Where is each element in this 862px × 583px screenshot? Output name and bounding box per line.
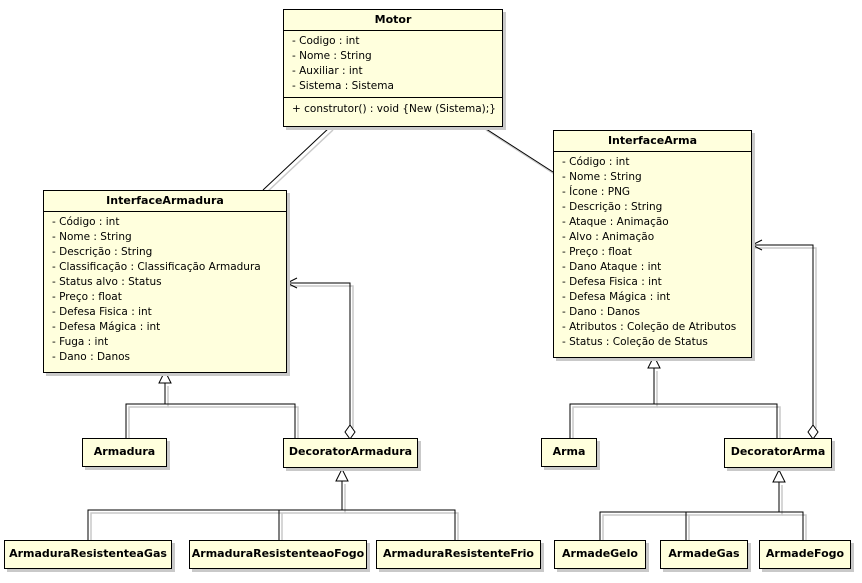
class-interface-armadura[interactable] xyxy=(43,190,287,373)
class-name: ArmadeGas xyxy=(668,547,740,560)
class-name: Motor xyxy=(284,10,502,31)
attribute: - Dano : Danos xyxy=(52,351,131,363)
attribute: - Classificação : Classificação Armadura xyxy=(52,261,261,273)
attribute-list xyxy=(284,31,502,97)
class-armadura-resistente-fogo[interactable] xyxy=(189,540,367,569)
attribute: - Status : Coleção de Status xyxy=(562,336,708,348)
class-name: InterfaceArma xyxy=(554,131,751,152)
attribute: - Ataque : Animação xyxy=(562,216,669,228)
attribute: - Alvo : Animação xyxy=(562,231,655,243)
attribute: - Ícone : PNG xyxy=(562,186,631,198)
decorator-armadura-inheritance-triangle xyxy=(336,469,348,481)
class-interface-arma[interactable] xyxy=(553,130,752,358)
attribute-list xyxy=(44,212,286,368)
class-arma-de-gas[interactable] xyxy=(660,540,748,569)
attribute: - Preço : float xyxy=(52,291,122,303)
attribute: - Nome : String xyxy=(52,231,132,243)
attribute: - Codigo : int xyxy=(292,35,360,47)
attribute: - Fuga : int xyxy=(52,336,109,348)
class-decorator-arma[interactable] xyxy=(724,438,832,468)
class-name: Arma xyxy=(552,445,586,458)
class-arma[interactable] xyxy=(541,438,597,467)
attribute: - Defesa Fisica : int xyxy=(52,306,152,318)
class-motor[interactable] xyxy=(283,9,503,127)
armadura-frio-generalization xyxy=(342,510,455,540)
class-name: Armadura xyxy=(93,445,156,458)
arma-fogo-generalization xyxy=(779,512,803,540)
decorator-arma-aggregation xyxy=(752,245,813,425)
attribute: - Defesa Fisica : int xyxy=(562,276,662,288)
decorator-armadura-aggregation xyxy=(287,283,350,425)
class-decorator-armadura[interactable] xyxy=(283,438,418,468)
operation-list xyxy=(284,97,502,121)
arma-generalization xyxy=(570,368,654,438)
decorator-arma-inheritance-triangle xyxy=(773,470,785,482)
attribute: - Sistema : Sistema xyxy=(292,80,394,92)
class-name: ArmaduraResistenteaoFogo xyxy=(191,547,365,560)
motor-armadura-association xyxy=(263,127,330,190)
motor-arma-association xyxy=(483,127,553,172)
attribute: - Código : int xyxy=(562,156,630,168)
attribute: - Descrição : String xyxy=(52,246,153,258)
operation: + construtor() : void {New (Sistema);} xyxy=(292,103,496,115)
attribute: - Atributos : Coleção de Atributos xyxy=(562,321,737,333)
attribute: - Auxiliar : int xyxy=(292,65,363,77)
class-armadura[interactable] xyxy=(82,438,167,467)
attribute: - Nome : String xyxy=(292,50,372,62)
class-armadura-resistente-gas[interactable] xyxy=(4,540,172,569)
attribute: - Preço : float xyxy=(562,246,632,258)
attribute: - Dano Ataque : int xyxy=(562,261,662,273)
attribute: - Nome : String xyxy=(562,171,642,183)
decorator-armadura-generalization xyxy=(165,404,295,438)
attribute: - Defesa Mágica : int xyxy=(52,321,161,333)
class-name: ArmadeFogo xyxy=(765,547,845,560)
attribute: - Dano : Danos xyxy=(562,306,641,318)
attribute: - Código : int xyxy=(52,216,120,228)
decorator-arma-generalization xyxy=(654,404,777,438)
armadura-generalization xyxy=(126,383,165,438)
armadura-gas-generalization xyxy=(88,481,342,540)
class-name: DecoratorArma xyxy=(730,445,826,458)
attribute-list xyxy=(554,152,751,353)
attribute: - Status alvo : Status xyxy=(52,276,162,288)
class-name: ArmadeGelo xyxy=(562,547,638,560)
class-armadura-resistente-frio[interactable] xyxy=(376,540,541,569)
attribute: - Descrição : String xyxy=(562,201,663,213)
class-name: ArmaduraResistenteaGas xyxy=(9,547,167,560)
class-name: ArmaduraResistenteFrio xyxy=(382,547,534,560)
attribute: - Defesa Mágica : int xyxy=(562,291,671,303)
class-name: DecoratorArmadura xyxy=(288,445,413,458)
class-arma-de-gelo[interactable] xyxy=(554,540,646,569)
class-name: InterfaceArmadura xyxy=(44,191,286,212)
class-arma-de-fogo[interactable] xyxy=(759,540,851,569)
